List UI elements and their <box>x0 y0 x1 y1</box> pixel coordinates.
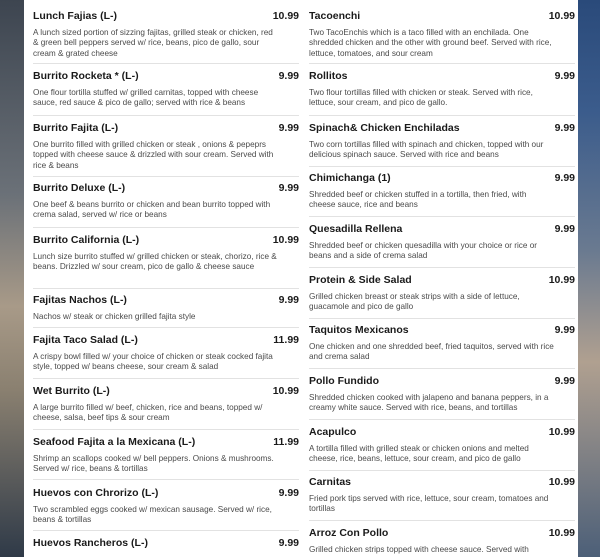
item-description: A lunch sized portion of sizzing fajitas, grilled steak or chicken, red & green bell peppers served w/ rice, beans, pico de gallo, sour cream & grated cheese <box>33 28 273 58</box>
item-description: Two flour tortillas filled with chicken or steak. Served with rice, lettuce, sour cream, and pico de gallo. <box>309 88 533 108</box>
item-description: One chicken and one shredded beef, fried taquitos, served with rice and crema salad <box>309 342 554 362</box>
item-name: Burrito Rocketa * (L-) <box>33 70 139 82</box>
item-price: 9.99 <box>278 182 299 194</box>
item-name: Seafood Fajita a la Mexicana (L-) <box>33 436 196 448</box>
menu-item[interactable] <box>309 324 575 369</box>
item-price: 9.99 <box>554 70 575 82</box>
item-price: 10.99 <box>548 274 575 286</box>
item-price: 9.99 <box>554 122 575 134</box>
item-price: 10.99 <box>548 527 575 539</box>
item-name: Acapulco <box>309 426 357 438</box>
item-description: Two TacoEnchis which is a taco filled with an enchilada. One shredded chicken and the other with ground beef. Served with rice, lettuce, tomatoes, and sour cream <box>309 28 552 58</box>
item-name: Huevos Rancheros (L-) <box>33 537 148 549</box>
item-price: 9.99 <box>278 487 299 499</box>
item-price: 11.99 <box>273 334 299 346</box>
item-name: Rollitos <box>309 70 348 82</box>
item-description: Fried pork tips served with rice, lettuce, sour cream, tomatoes and tortillas <box>309 494 549 514</box>
item-price: 9.99 <box>554 172 575 184</box>
menu-item[interactable] <box>309 223 575 268</box>
item-name: Fajitas Nachos (L-) <box>33 294 127 306</box>
menu-panel <box>24 0 578 557</box>
item-price: 9.99 <box>278 70 299 82</box>
item-description: One burrito filled with grilled chicken or steak , onions & pepeprs topped with cheese sauce & drizzled with sour cream. Served with rice & beans <box>33 140 274 170</box>
item-name: Arroz Con Pollo <box>309 527 389 539</box>
item-price: 9.99 <box>278 122 299 134</box>
menu-item[interactable] <box>33 537 299 557</box>
item-name: Tacoenchi <box>309 10 361 22</box>
item-name: Huevos con Chrorizo (L-) <box>33 487 159 499</box>
item-description: Shrimp an scallops cooked w/ bell peppers. Onions & mushrooms. Served w/ rice, beans & tortillas <box>33 454 274 474</box>
item-name: Burrito California (L-) <box>33 234 140 246</box>
item-description: One beef & beans burrito or chicken and bean burrito topped with crema salad, served w/ rice or beans <box>33 200 271 220</box>
item-description: One flour tortilla stuffed w/ grilled carnitas, topped with cheese sauce, red sauce & pico de gallo; served with rice & beans <box>33 88 259 108</box>
menu-item[interactable] <box>309 274 575 319</box>
item-description: Grilled chicken strips topped with cheese sauce. Served with <box>309 545 529 554</box>
item-name: Lunch Fajias (L-) <box>33 10 117 22</box>
item-name: Quesadilla Rellena <box>309 223 403 235</box>
menu-item[interactable] <box>309 476 575 521</box>
item-price: 10.99 <box>548 476 575 488</box>
item-name: Wet Burrito (L-) <box>33 385 110 397</box>
menu-item[interactable] <box>309 122 575 167</box>
item-price: 9.99 <box>278 537 299 549</box>
item-description: Two scrambled eggs cooked w/ mexican sausage. Served w/ rice, beans & tortillas <box>33 505 272 525</box>
item-price: 10.99 <box>548 426 575 438</box>
item-name: Chimichanga (1) <box>309 172 391 184</box>
menu-item[interactable] <box>309 10 575 64</box>
item-name: Burrito Deluxe (L-) <box>33 182 126 194</box>
menu-item[interactable] <box>309 527 575 557</box>
menu-item[interactable] <box>33 70 299 116</box>
item-name: Spinach& Chicken Enchiladas <box>309 122 460 134</box>
item-name: Burrito Fajita (L-) <box>33 122 119 134</box>
item-description: Two corn tortillas filled with spinach and chicken, topped with our delicious spinach sauce. Served with rice and beans <box>309 140 544 160</box>
item-description: Nachos w/ steak or chicken grilled fajita style <box>33 312 196 321</box>
menu-item[interactable] <box>309 426 575 471</box>
item-name: Pollo Fundido <box>309 375 379 387</box>
menu-item[interactable] <box>33 334 299 379</box>
item-name: Taquitos Mexicanos <box>309 324 409 336</box>
item-price: 9.99 <box>554 375 575 387</box>
item-price: 10.99 <box>272 10 299 22</box>
menu-item[interactable] <box>33 487 299 531</box>
item-description: Grilled chicken breast or steak strips with a side of lettuce, guacamole and pico de gallo <box>309 292 520 312</box>
item-price: 10.99 <box>272 385 299 397</box>
item-price: 10.99 <box>548 10 575 22</box>
menu-item[interactable] <box>33 294 299 328</box>
item-price: 11.99 <box>273 436 299 448</box>
item-name: Carnitas <box>309 476 352 488</box>
background-right-photo <box>578 0 600 557</box>
menu-item[interactable] <box>33 10 299 64</box>
menu-item[interactable] <box>33 182 299 228</box>
item-description: Lunch size burrito stuffed w/ grilled chicken or steak, chorizo, rice & beans. Drizzled w/ sour cream, pico de gallo & cheese sauce <box>33 252 277 272</box>
menu-item[interactable] <box>33 385 299 430</box>
menu-item[interactable] <box>33 122 299 177</box>
item-price: 9.99 <box>554 223 575 235</box>
item-description: Shredded chicken cooked with jalapeno and banana peppers, in a creamy white sauce. Served with rice, beans, and tortillas <box>309 393 549 413</box>
menu-item[interactable] <box>33 436 299 480</box>
item-description: Shredded beef or chicken quesadilla with your choice or rice or beans and a side of crema salad <box>309 241 538 261</box>
item-name: Fajita Taco Salad (L-) <box>33 334 138 346</box>
menu-item[interactable] <box>309 172 575 217</box>
background-left-photo <box>0 0 24 557</box>
item-price: 9.99 <box>278 294 299 306</box>
item-price: 9.99 <box>554 324 575 336</box>
item-price: 10.99 <box>272 234 299 246</box>
item-description: A crispy bowl filled w/ your choice of chicken or steak cocked fajita style, topped w/ beans cheese, sour cream & salad <box>33 352 273 372</box>
menu-item[interactable] <box>309 375 575 420</box>
item-description: Shredded beef or chicken stuffed in a tortilla, then fried, with cheese sauce, rice and beans <box>309 190 527 210</box>
item-name: Protein & Side Salad <box>309 274 412 286</box>
menu-item[interactable] <box>309 70 575 116</box>
menu-item[interactable] <box>33 234 299 289</box>
item-description: A large burrito filled w/ beef, chicken, rice and beans, topped w/ cheese, salsa, beef tips & sour cream <box>33 403 263 423</box>
item-description: A tortilla filled with grilled steak or chicken onions and melted cheese, rice, beans, lettuce, sour cream, and pico de gallo <box>309 444 529 464</box>
